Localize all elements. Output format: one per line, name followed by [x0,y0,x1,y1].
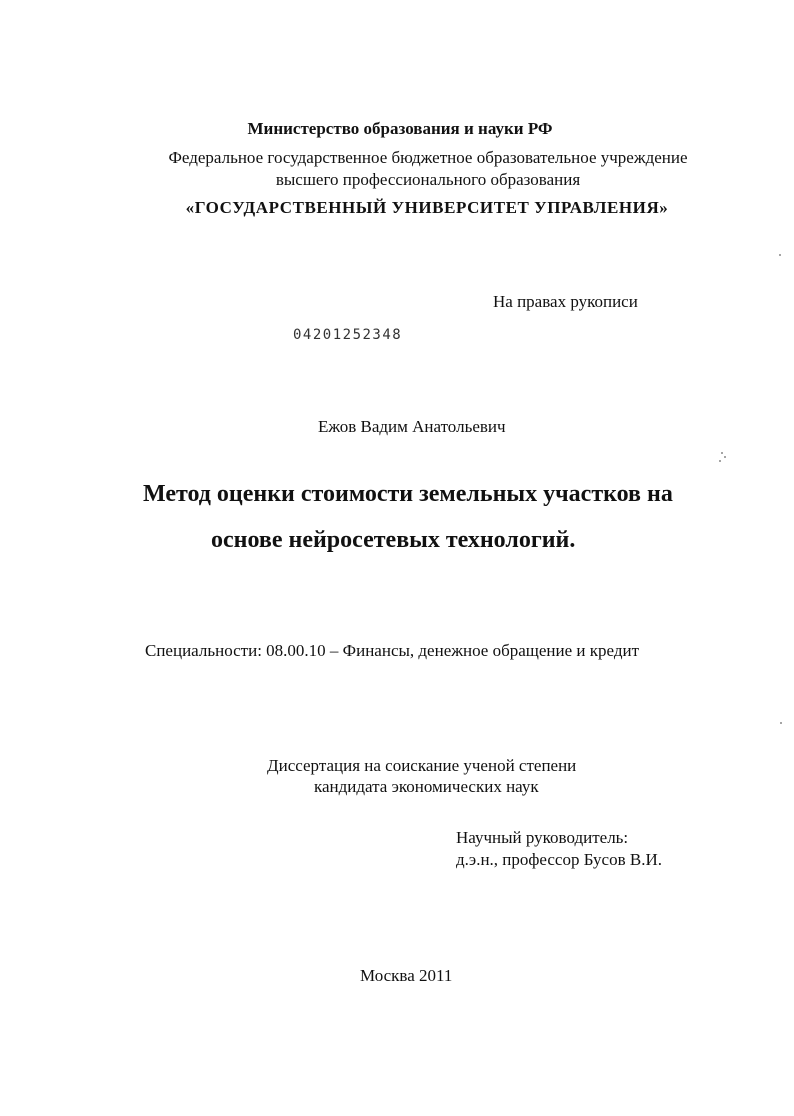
scan-speck [779,254,781,256]
manuscript-note: На правах рукописи [493,292,638,311]
dissertation-line-1: Диссертация на соискание ученой степени [267,756,577,775]
advisor-label: Научный руководитель: [456,828,629,847]
scan-speck [719,460,721,462]
dissertation-line-2: кандидата экономических наук [314,777,539,796]
institution-line-1: Федеральное государственное бюджетное образовательное учреждение [168,148,688,167]
institution-line-2: высшего профессионального образования [275,170,581,189]
document-code: 04201252348 [293,327,403,343]
scan-speck [721,452,723,454]
author-name: Ежов Вадим Анатольевич [318,417,506,436]
advisor-name: д.э.н., профессор Бусов В.И. [456,850,662,869]
thesis-title-line-2: основе нейросетевых технологий. [211,527,576,553]
scan-speck [780,722,782,724]
scan-speck [724,456,726,458]
university-name: «ГОСУДАРСТВЕННЫЙ УНИВЕРСИТЕТ УПРАВЛЕНИЯ» [185,198,669,217]
specialty: Специальности: 08.00.10 – Финансы, денежное обращение и кредит [145,641,640,660]
city-year: Москва 2011 [360,966,453,985]
thesis-title-line-1: Метод оценки стоимости земельных участков на [143,481,673,507]
ministry-name: Министерство образования и науки РФ [247,119,553,138]
